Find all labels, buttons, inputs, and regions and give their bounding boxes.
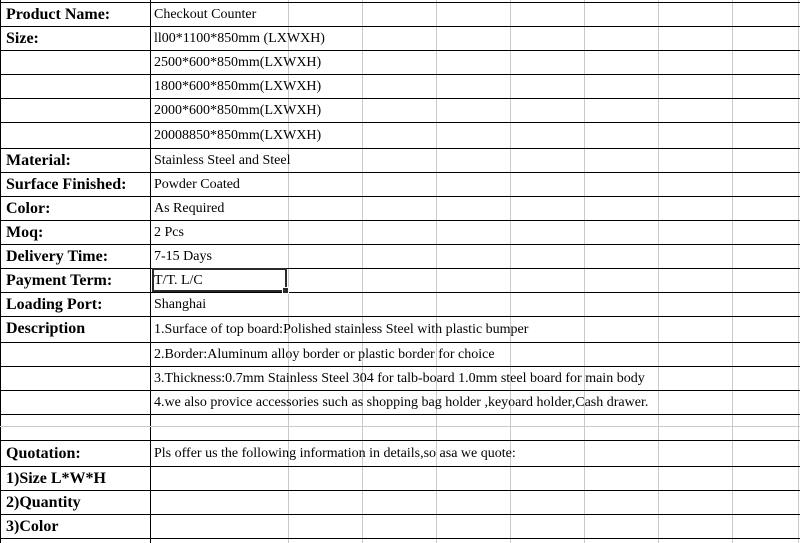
grid-row-line	[0, 268, 800, 269]
spec-value-size-1[interactable]: ll00*1100*850mm (LXWXH)	[154, 31, 325, 46]
grid-row-line	[0, 426, 800, 427]
spec-value-description-2[interactable]: 2.Border:Aluminum alloy border or plastic border for choice	[154, 347, 495, 362]
grid-row-line	[0, 316, 800, 317]
spec-value-moq[interactable]: 2 Pcs	[154, 225, 184, 240]
spec-label-loading-port[interactable]: Loading Port:	[6, 296, 103, 313]
grid-row-line	[0, 538, 800, 539]
quote-value-quotation[interactable]: Pls offer us the following information in details,so asa we quote:	[154, 446, 516, 461]
spec-label-payment-term[interactable]: Payment Term:	[6, 272, 113, 289]
spec-value-size-4[interactable]: 2000*600*850mm(LXWXH)	[154, 103, 322, 118]
spec-label-delivery-time[interactable]: Delivery Time:	[6, 248, 109, 265]
spec-value-surface-finished[interactable]: Powder Coated	[154, 177, 240, 192]
spec-value-description-4[interactable]: 4.we also provice accessories such as shopping bag holder ,keyoard holder,Cash drawer.	[154, 395, 649, 410]
grid-row-line	[0, 490, 800, 491]
spec-value-color[interactable]: As Required	[154, 201, 225, 216]
grid-col-line	[732, 0, 733, 543]
quote-label-quotation[interactable]: Quotation:	[6, 445, 81, 462]
grid-row-line	[0, 514, 800, 515]
spec-value-description-1[interactable]: 1.Surface of top board:Polished stainless Steel with plastic bumper	[154, 322, 529, 337]
spec-label-size[interactable]: Size:	[6, 30, 39, 47]
spec-value-payment-term[interactable]: T/T. L/C	[154, 273, 203, 288]
spec-value-loading-port[interactable]: Shanghai	[154, 297, 207, 312]
spec-label-description[interactable]: Description	[6, 320, 86, 337]
quote-label-size[interactable]: 1)Size L*W*H	[6, 470, 106, 487]
grid-col-line	[798, 0, 799, 543]
fill-handle[interactable]	[282, 287, 289, 294]
grid-row-line	[0, 2, 800, 3]
grid-row-line	[0, 98, 800, 99]
grid-row-line	[0, 440, 800, 441]
spec-value-product-name[interactable]: Checkout Counter	[154, 7, 257, 22]
grid-col-line	[584, 0, 585, 543]
grid-col-line	[150, 0, 151, 543]
spec-label-moq[interactable]: Moq:	[6, 224, 44, 241]
grid-row-line	[0, 122, 800, 123]
grid-row-line	[0, 50, 800, 51]
grid-row-line	[0, 74, 800, 75]
grid-row-line	[0, 292, 800, 293]
grid-row-line	[0, 148, 800, 149]
spec-value-size-2[interactable]: 2500*600*850mm(LXWXH)	[154, 55, 322, 70]
spec-label-surface-finished[interactable]: Surface Finished:	[6, 176, 127, 193]
grid-col-line	[0, 0, 1, 543]
grid-row-line	[0, 466, 800, 467]
quote-label-color[interactable]: 3)Color	[6, 518, 59, 535]
spec-value-size-5[interactable]: 20008850*850mm(LXWXH)	[154, 128, 322, 143]
spec-label-material[interactable]: Material:	[6, 152, 71, 169]
spec-value-delivery-time[interactable]: 7-15 Days	[154, 249, 212, 264]
spec-value-material[interactable]: Stainless Steel and Steel	[154, 153, 291, 168]
grid-row-line	[0, 220, 800, 221]
spec-label-color[interactable]: Color:	[6, 200, 51, 217]
grid-col-line	[658, 0, 659, 543]
grid-row-line	[0, 26, 800, 27]
spec-value-size-3[interactable]: 1800*600*850mm(LXWXH)	[154, 79, 322, 94]
grid-row-line	[0, 244, 800, 245]
spec-value-description-3[interactable]: 3.Thickness:0.7mm Stainless Steel 304 for talb-board 1.0mm steel board for main body	[154, 371, 645, 386]
selected-cell-outline[interactable]	[152, 268, 287, 292]
spec-label-product-name[interactable]: Product Name:	[6, 6, 111, 23]
quote-label-quantity[interactable]: 2)Quantity	[6, 494, 81, 511]
